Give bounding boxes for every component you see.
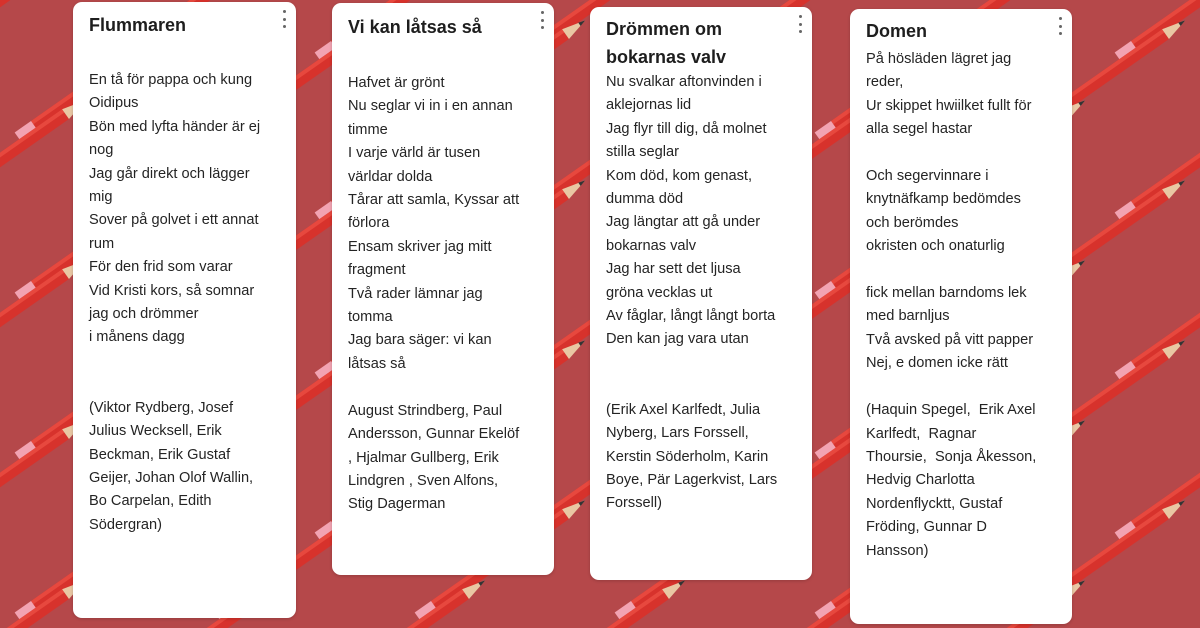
poem-text: Hafvet är grönt Nu seglar vi in i en annan timme I varje värld är tusen världar dolda Tårar att samla, Kyssar att förlora Ensam skriver jag mitt fragment Två rader lämnar jag tomma Jag bara säger: vi kan låtsas så August Strindberg, Paul Andersson, Gunnar Ekelöf , Hjalmar Gullberg, Erik Lindgren , Sven Alfons, Stig Dagerman: [348, 75, 520, 513]
poem-card-1: [73, 2, 296, 618]
poem-title: Drömmen om bokarnas valv: [606, 19, 727, 67]
more-options-icon[interactable]: [538, 11, 546, 29]
more-options-icon[interactable]: [280, 10, 288, 28]
poem-title: Flummaren: [89, 15, 187, 35]
poem-text: En tå för pappa och kung Oidipus Bön med lyfta händer är ej nog Jag går direkt och lägger mig Sover på golvet i ett annat rum För den frid som varar Vid Kristi kors, så somnar jag och drömmer i månens dagg (Viktor Rydberg, Josef Julius Wecksell, Erik Beckman, Erik Gustaf Geijer, Johan Olof Wallin, Bo Carpelan, Edith Södergran): [89, 72, 261, 533]
poem-title: Vi kan låtsas så: [348, 17, 482, 37]
poem-card-3: [590, 7, 812, 580]
pencil-graphic-25: [1115, 0, 1200, 62]
more-options-icon[interactable]: [1056, 17, 1064, 35]
pencil-graphic-97: [1115, 575, 1200, 628]
poem-text: På hösläden lägret jag reder, Ur skippet hwiilket fullt för alla segel hastar Och segervinnare i knytnäfkamp bedömdes och berömdes okristen och onaturlig fick mellan barndoms lek med barnljus Två avsked på vitt papper Nej, e domen icke rätt (Haquin Spegel, Erik Axel Karlfedt, Ragnar Thoursie, Sonja Åkesson, Hedvig Charlotta Nordenflycktt, Gustaf Fröding, Gunnar D Hansson): [866, 51, 1037, 559]
poem-card-2: [332, 3, 554, 575]
poem-text: Nu svalkar aftonvinden i aklejornas lid Jag flyr till dig, då molnet stilla seglar Kom död, kom genast, dumma död Jag längtar att gå under bokarnas valv Jag har sett det ljusa gröna vecklas ut Av fåglar, långt långt borta Den kan jag vara utan (Erik Axel Karlfedt, Julia Nyberg, Lars Forssell, Kerstin Söderholm, Karin Boye, Pär Lagerkvist, Lars Forssell): [606, 74, 778, 512]
poem-card-4: [850, 9, 1072, 624]
poem-title: Domen: [866, 21, 928, 41]
more-options-icon[interactable]: [796, 15, 804, 33]
